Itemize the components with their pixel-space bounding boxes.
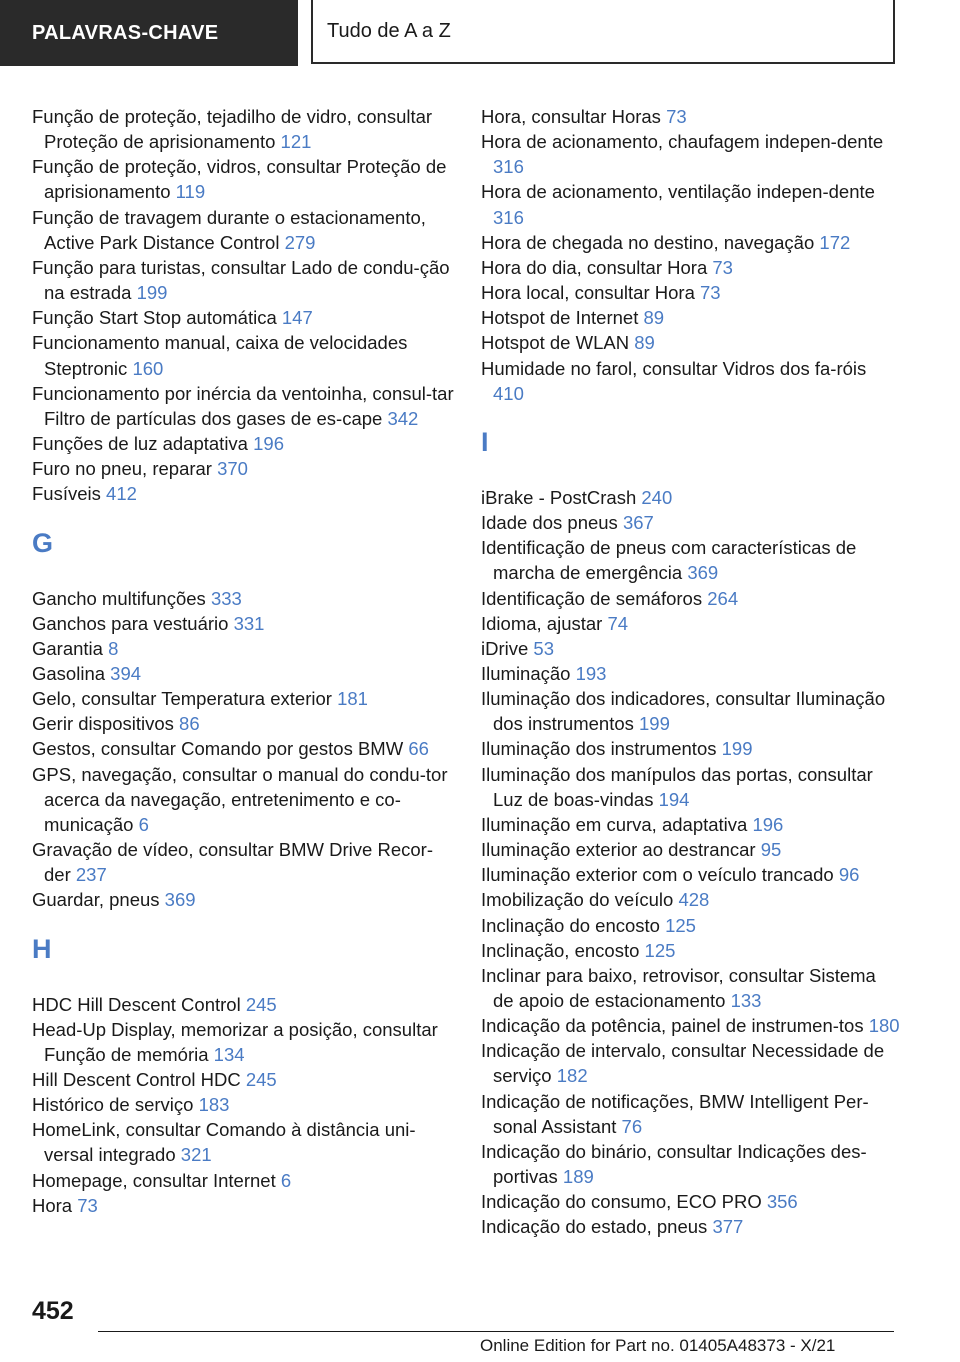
index-entry [32,636,457,661]
page-reference-link[interactable]: 369 [687,562,719,584]
page-reference-link[interactable]: 6 [280,1169,292,1191]
index-entry [32,1092,457,1117]
page-reference-link[interactable]: 199 [639,713,670,735]
index-entry [32,686,457,711]
index-entry-text: iBrake - PostCrash [481,486,637,508]
index-entry [481,1089,901,1139]
index-entry [32,992,457,1017]
index-entry-text: Gancho multifunções [32,587,206,609]
page-reference-link[interactable]: 172 [819,231,851,253]
index-entry [32,736,457,761]
index-entry [481,887,901,912]
index-entry [32,661,457,686]
index-entry [481,485,901,510]
index-entry [481,1214,901,1239]
index-entry-text: Hora de chegada no destino, navegação [481,231,815,253]
page-reference-link[interactable]: 199 [721,738,753,760]
page-reference-link[interactable]: 74 [607,612,629,634]
page-reference-link[interactable]: 356 [766,1191,798,1213]
page-reference-link[interactable]: 53 [533,637,554,659]
index-entry-text: Hotspot de Internet [481,307,639,329]
index-entry-text: Funcionamento manual, caixa de velocidades Steptronic [32,332,408,379]
index-entry [481,1038,901,1088]
index-entry [481,586,901,611]
index-entry [481,736,901,761]
index-entry [481,812,901,837]
page-reference-link[interactable]: 428 [678,889,710,911]
page-reference-link[interactable]: 196 [752,813,784,835]
index-entry-text: Hora de acionamento, chaufagem indepen-dente [481,131,884,153]
footer-divider [98,1331,894,1332]
index-entry [32,1067,457,1092]
page-reference-link[interactable]: 73 [712,256,733,278]
index-entry-text: Inclinação do encosto [481,914,660,936]
page-reference-link[interactable]: 73 [77,1194,98,1216]
index-entry-text: Gasolina [32,662,106,684]
page-reference-link[interactable]: 183 [198,1094,230,1116]
page-reference-link[interactable]: 245 [245,1069,277,1090]
chapter-tab: Tudo de A a Z [311,0,895,64]
page-reference-link[interactable]: 377 [712,1216,744,1238]
index-entry-text: Fusíveis [32,483,101,505]
page-reference-link[interactable]: 394 [110,662,142,684]
page-reference-link[interactable]: 240 [641,486,673,508]
page-reference-link[interactable]: 333 [210,587,242,609]
index-entry [32,586,457,611]
index-entry [32,104,457,154]
index-entry-text: Gravação de vídeo, consultar BMW Drive Recor-der [32,839,433,886]
page-reference-link[interactable]: 369 [164,889,196,911]
page-reference-link[interactable]: 196 [253,433,284,455]
index-entry [32,611,457,636]
index-entry-text: Iluminação dos indicadores, consultar Iluminação dos instrumentos [481,688,886,735]
index-entry-text: Iluminação dos manípulos das portas, consultar Luz de boas-vindas [481,763,873,810]
index-entry [481,179,901,229]
page-reference-link[interactable]: 73 [700,282,721,304]
index-entry-text: Guardar, pneus [32,889,160,911]
page-reference-link[interactable]: 89 [634,332,655,354]
page-reference-link[interactable]: 160 [132,357,164,379]
index-entry [32,381,457,431]
index-entry [481,1139,901,1189]
page-reference-link[interactable]: 73 [666,106,687,127]
index-entry [481,129,901,179]
index-entry-text: Função de proteção, vidros, consultar Proteção de aprisionamento [32,156,447,203]
page-reference-link[interactable]: 316 [493,156,524,178]
index-entry [481,837,901,862]
page-reference-link[interactable]: 134 [213,1043,245,1065]
index-entry [32,711,457,736]
index-entry-text: Gestos, consultar Comando por gestos BMW [32,738,404,760]
index-entry-text: Inclinar para baixo, retrovisor, consultar Sistema de apoio de estacionamento [481,964,876,1011]
index-entry [32,481,457,506]
page-reference-link[interactable]: 66 [408,738,429,760]
index-entry [32,255,457,305]
index-entry-text: Iluminação exterior ao destrancar [481,839,756,861]
page-reference-link[interactable]: 279 [284,231,316,253]
index-entry-text: Humidade no farol, consultar Vidros dos fa-róis [481,357,867,379]
index-entry [32,330,457,380]
page-reference-link[interactable]: 6 [138,813,149,835]
index-entry-text: Head-Up Display, memorizar a posição, consultar Função de memória [32,1018,438,1065]
index-entry-text: Indicação do estado, pneus [481,1216,708,1238]
index-entry-text: Histórico de serviço [32,1094,194,1116]
index-letter-heading: I [481,426,489,457]
page-reference-link[interactable]: 133 [730,990,762,1011]
index-entry-text: HDC Hill Descent Control [32,993,241,1015]
index-entry-text: Ganchos para vestuário [32,612,229,634]
index-entry-text: Imobilização do veículo [481,889,674,911]
index-entry [32,1193,457,1218]
index-entry-text: Iluminação exterior com o veículo trancado [481,864,834,886]
index-entry-text: Funções de luz adaptativa [32,433,248,455]
page-reference-link[interactable]: 194 [658,788,690,810]
page-reference-link[interactable]: 245 [245,993,277,1015]
index-entry-text: Indicação de intervalo, consultar Necessidade de serviço [481,1040,885,1087]
index-entry-text: Funcionamento por inércia da ventoinha, consul-tar Filtro de partículas dos gases de es-cape [32,382,454,429]
index-entry [32,837,457,887]
index-entry-text: Inclinação, encosto [481,939,640,961]
index-entry [32,456,457,481]
page-reference-link[interactable]: 182 [556,1065,588,1087]
index-entry-text: Hotspot de WLAN [481,332,630,354]
page-reference-link[interactable]: 370 [217,458,248,480]
index-letter-heading: H [32,933,52,964]
index-entry-text: Homepage, consultar Internet [32,1169,276,1191]
index-entry-text: Gerir dispositivos [32,713,174,735]
page-reference-link[interactable]: 76 [621,1115,643,1137]
index-entry [32,1117,457,1167]
index-entry [481,305,901,330]
index-entry-text: Hora local, consultar Hora [481,282,695,304]
index-entry-text: Furo no pneu, reparar [32,458,212,480]
index-entry-text: Indicação da potência, painel de instrumen-tos [481,1015,864,1037]
page-reference-link[interactable]: 237 [75,864,107,886]
index-letter-heading: G [32,527,54,558]
index-entry [32,1168,457,1193]
index-entry [481,356,901,406]
index-entry-text: Função para turistas, consultar Lado de condu-ção na estrada [32,256,450,304]
index-entry-text: Garantia [32,637,103,659]
index-entry-text: Hora de acionamento, ventilação indepen-dente [481,181,875,203]
index-entry-text: iDrive [481,637,529,659]
index-entry-text: Indicação do consumo, ECO PRO [481,1191,762,1213]
page-reference-link[interactable]: 89 [643,307,665,329]
index-entry-text: Iluminação [481,662,571,684]
index-entry-text: Gelo, consultar Temperatura exterior [32,688,332,710]
index-entry [481,1013,901,1038]
index-entry-text: Indicação do binário, consultar Indicações des-portivas [481,1140,867,1188]
footer-edition-text: Online Edition for Part no. 01405A48373 - X/21 [480,1336,836,1355]
index-entry [481,963,901,1013]
index-entry-text: Idioma, ajustar [481,612,603,634]
page-reference-link[interactable]: 95 [760,839,782,861]
page-number: 452 [32,1297,74,1325]
index-entry [32,1017,457,1067]
index-entry [32,205,457,255]
index-entry-text: Iluminação em curva, adaptativa [481,813,748,835]
index-entry-text: Idade dos pneus [481,512,618,534]
index-entry [32,431,457,456]
page-reference-link[interactable]: 316 [493,206,524,228]
index-column-right [481,104,901,1240]
index-entry-text: Hill Descent Control HDC [32,1069,241,1090]
index-entry-text: Hora, consultar Horas [481,106,661,127]
page-reference-link[interactable]: 342 [387,407,419,429]
index-entry [481,661,901,686]
index-entry [32,154,457,204]
page-reference-link[interactable]: 121 [280,131,312,153]
page-reference-link[interactable]: 8 [108,637,119,659]
index-entry-text: Iluminação dos instrumentos [481,738,717,760]
index-entry-text: GPS, navegação, consultar o manual do condu-tor acerca da navegação, entretenimento e co-municação [32,763,448,835]
page-reference-link[interactable]: 189 [562,1166,594,1188]
index-entry [481,330,901,355]
page-reference-link[interactable]: 331 [233,612,265,634]
index-entry [481,1189,901,1214]
index-entry [481,862,901,887]
index-entry-text: Hora [32,1194,73,1216]
index-entry-text: Identificação de semáforos [481,587,703,609]
index-entry [481,636,901,661]
page-reference-link[interactable]: 96 [838,864,860,886]
index-entry [481,535,901,585]
index-entry [481,611,901,636]
index-entry-text: Função de proteção, tejadilho de vidro, consultar Proteção de aprisionamento [32,106,433,153]
page-reference-link[interactable]: 321 [180,1144,212,1166]
page-reference-link[interactable]: 125 [665,914,696,936]
index-entry [481,280,901,305]
index-entry-text: Função de travagem durante o estacionamento, Active Park Distance Control [32,206,426,253]
page-reference-link[interactable]: 199 [136,282,168,304]
index-entry-text: HomeLink, consultar Comando à distância uni-versal integrado [32,1119,416,1166]
index-entry [32,762,457,837]
index-entry [481,938,901,963]
index-entry [32,887,457,912]
page-header [0,0,960,66]
page-reference-link[interactable]: 125 [644,939,676,961]
page-reference-link[interactable]: 181 [337,688,368,710]
page-reference-link[interactable]: 147 [281,307,313,329]
page-reference-link[interactable]: 180 [868,1015,900,1037]
index-entry-text: Indicação de notificações, BMW Intelligent Per-sonal Assistant [481,1090,869,1137]
index-entry [481,510,901,535]
page-reference-link[interactable]: 86 [179,713,200,735]
index-entry-text: Identificação de pneus com características de marcha de emergência [481,537,857,584]
index-entry [481,762,901,812]
page-reference-link[interactable]: 410 [493,382,524,404]
page-reference-link[interactable]: 412 [106,483,137,505]
page-reference-link[interactable]: 367 [622,512,654,534]
index-entry [32,305,457,330]
section-tab: PALAVRAS-CHAVE [0,0,298,66]
index-entry [481,913,901,938]
index-entry [481,104,901,129]
index-entry-text: Função Start Stop automática [32,307,277,329]
index-entry [481,686,901,736]
index-entry [481,230,901,255]
index-column-left [32,104,457,1218]
page-reference-link[interactable]: 264 [707,587,739,609]
index-entry-text: Hora do dia, consultar Hora [481,256,708,278]
page-reference-link[interactable]: 119 [175,181,206,203]
index-entry [481,255,901,280]
page-reference-link[interactable]: 193 [575,662,607,684]
